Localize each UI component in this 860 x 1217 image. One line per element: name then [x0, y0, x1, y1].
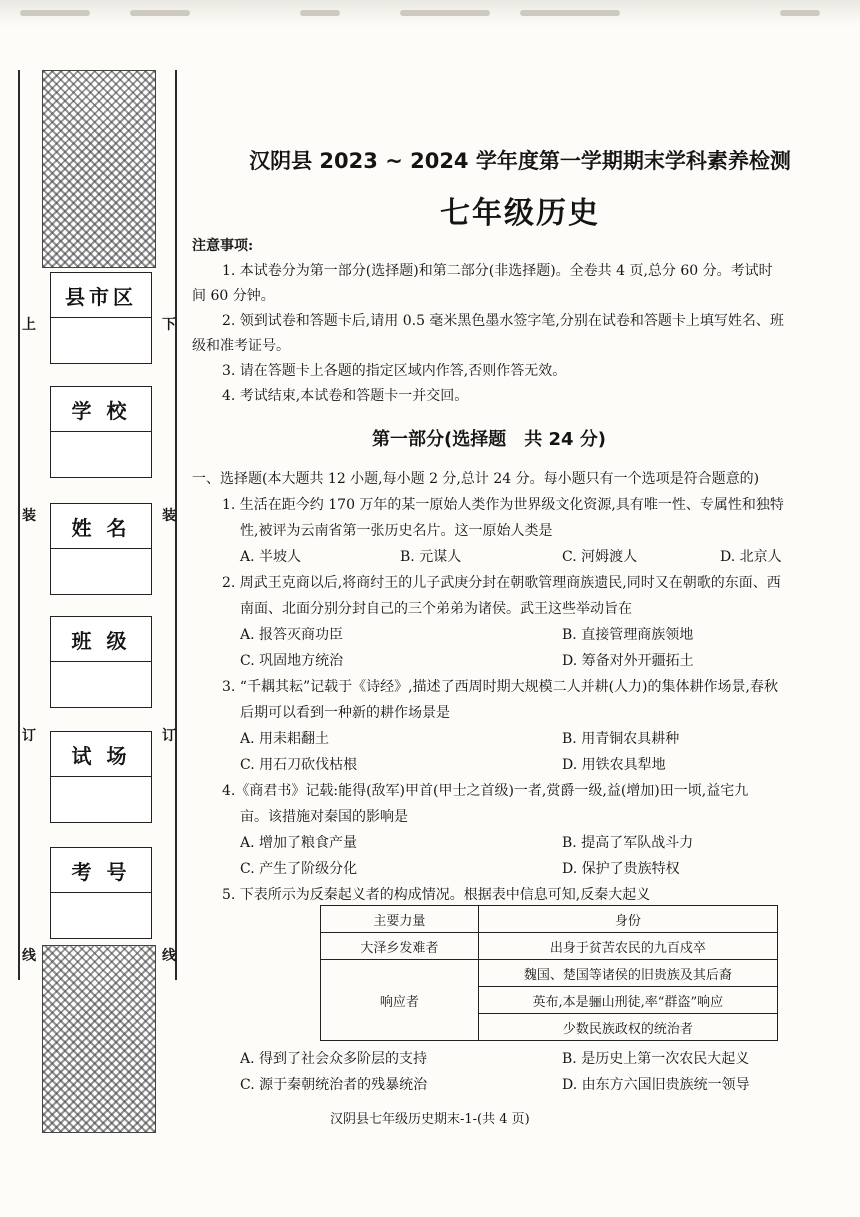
notice-line: 间 60 分钟。	[192, 288, 275, 304]
notice-line: 级和准考证号。	[192, 338, 290, 354]
option[interactable]: B. 用青铜农具耕种	[562, 731, 680, 747]
notice-line: 4. 考试结束,本试卷和答题卡一并交回。	[222, 388, 469, 404]
field-label: 县市区	[51, 273, 151, 318]
option[interactable]: D. 用铁农具犁地	[562, 757, 666, 773]
question-stem: 亩。该措施对秦国的影响是	[240, 809, 408, 825]
table-header: 身份	[478, 906, 777, 933]
option[interactable]: A. 报答灭商功臣	[240, 627, 344, 643]
binding-mark: 上	[22, 317, 36, 333]
table-row	[321, 960, 778, 987]
table-row	[321, 933, 778, 960]
binding-line-right	[175, 70, 177, 980]
binding-mark: 订	[162, 728, 176, 744]
option[interactable]: C. 源于秦朝统治者的残暴统治	[240, 1077, 428, 1093]
binding-line-left	[18, 70, 20, 980]
option[interactable]: D. 保护了贵族特权	[562, 861, 680, 877]
option[interactable]: B. 直接管理商族领地	[562, 627, 694, 643]
question-stem: 后期可以看到一种新的耕作场景是	[240, 705, 450, 721]
rebels-table	[320, 905, 778, 1041]
county-field[interactable]	[50, 272, 152, 364]
field-label: 姓 名	[51, 504, 151, 549]
binding-mark: 装	[22, 508, 36, 524]
option[interactable]: C. 巩固地方统治	[240, 653, 344, 669]
scan-edge	[0, 0, 860, 28]
option[interactable]: B. 元谋人	[400, 549, 462, 565]
table-cell: 出身于贫苦农民的九百戍卒	[478, 933, 777, 960]
question-stem: 3. “千耦其耘”记载于《诗经》,描述了西周时期大规模二人并耕(人力)的集体耕作场景,春秋	[222, 679, 778, 695]
table-cell: 大泽乡发难者	[321, 933, 479, 960]
binding-mark: 下	[162, 317, 176, 333]
binding-mark: 装	[162, 508, 176, 524]
part-title: 第一部分(选择题 共 24 分)	[372, 429, 607, 450]
exam-room-field[interactable]	[50, 731, 152, 823]
field-label: 考 号	[51, 848, 151, 893]
option[interactable]: B. 提高了军队战斗力	[562, 835, 694, 851]
option[interactable]: C. 产生了阶级分化	[240, 861, 358, 877]
binding-pattern-bottom	[42, 945, 156, 1133]
subject-title: 七年级历史	[440, 196, 600, 231]
option[interactable]: A. 得到了社会众多阶层的支持	[240, 1051, 428, 1067]
notice-line: 3. 请在答题卡上各题的指定区域内作答,否则作答无效。	[222, 363, 567, 379]
notice-heading: 注意事项:	[192, 238, 254, 254]
table-cell: 魏国、楚国等诸侯的旧贵族及其后裔	[478, 960, 777, 987]
option[interactable]: A. 半坡人	[240, 549, 302, 565]
field-label: 学 校	[51, 387, 151, 432]
option[interactable]: C. 河姆渡人	[562, 549, 638, 565]
option[interactable]: C. 用石刀砍伐枯根	[240, 757, 358, 773]
class-field[interactable]	[50, 616, 152, 708]
field-label: 班 级	[51, 617, 151, 662]
section-intro: 一、选择题(本大题共 12 小题,每小题 2 分,总计 24 分。每小题只有一个选项是符合题意的)	[192, 471, 760, 487]
exam-title: 汉阴县 2023 ~ 2024 学年度第一学期期末学科素养检测	[249, 149, 791, 173]
question-stem: 1. 生活在距今约 170 万年的某一原始人类作为世界级文化资源,具有唯一性、专属性和独特	[222, 497, 784, 513]
option[interactable]: A. 用耒耜翻土	[240, 731, 330, 747]
binding-mark: 订	[22, 728, 36, 744]
question-stem: 2. 周武王克商以后,将商纣王的儿子武庚分封在朝歌管理商族遗民,同时又在朝歌的东面、西	[222, 575, 781, 591]
school-field[interactable]	[50, 386, 152, 478]
question-stem: 4.《商君书》记载:能得(敌军)甲首(甲士之首级)一者,赏爵一级,益(增加)田一顷,益宅九	[222, 783, 749, 799]
option[interactable]: D. 由东方六国旧贵族统一领导	[562, 1077, 750, 1093]
question-stem: 性,被评为云南省第一张历史名片。这一原始人类是	[240, 523, 553, 539]
option[interactable]: D. 北京人	[720, 549, 782, 565]
option[interactable]: D. 筹备对外开疆拓土	[562, 653, 694, 669]
table-cell: 英布,本是骊山刑徒,率“群盗”响应	[478, 987, 777, 1014]
question-stem: 5. 下表所示为反秦起义者的构成情况。根据表中信息可知,反秦大起义	[222, 887, 651, 903]
field-label: 试 场	[51, 732, 151, 777]
notice-line: 2. 领到试卷和答题卡后,请用 0.5 毫米黑色墨水签字笔,分别在试卷和答题卡上填写姓名、班	[222, 313, 784, 329]
table-cell: 少数民族政权的统治者	[478, 1014, 777, 1041]
binding-mark: 线	[162, 948, 176, 964]
binding-mark: 线	[22, 948, 36, 964]
page-footer: 汉阴县七年级历史期末-1-(共 4 页)	[330, 1112, 530, 1127]
table-header-row	[321, 906, 778, 933]
question-stem: 南面、北面分别分封自己的三个弟弟为诸侯。武王这些举动旨在	[240, 601, 632, 617]
table-header: 主要力量	[321, 906, 479, 933]
notice-line: 1. 本试卷分为第一部分(选择题)和第二部分(非选择题)。全卷共 4 页,总分 60 分。考试时	[222, 263, 773, 279]
table-cell: 响应者	[321, 960, 479, 1041]
binding-pattern-top	[42, 70, 156, 268]
option[interactable]: A. 增加了粮食产量	[240, 835, 358, 851]
exam-number-field[interactable]	[50, 847, 152, 939]
name-field[interactable]	[50, 503, 152, 595]
option[interactable]: B. 是历史上第一次农民大起义	[562, 1051, 750, 1067]
